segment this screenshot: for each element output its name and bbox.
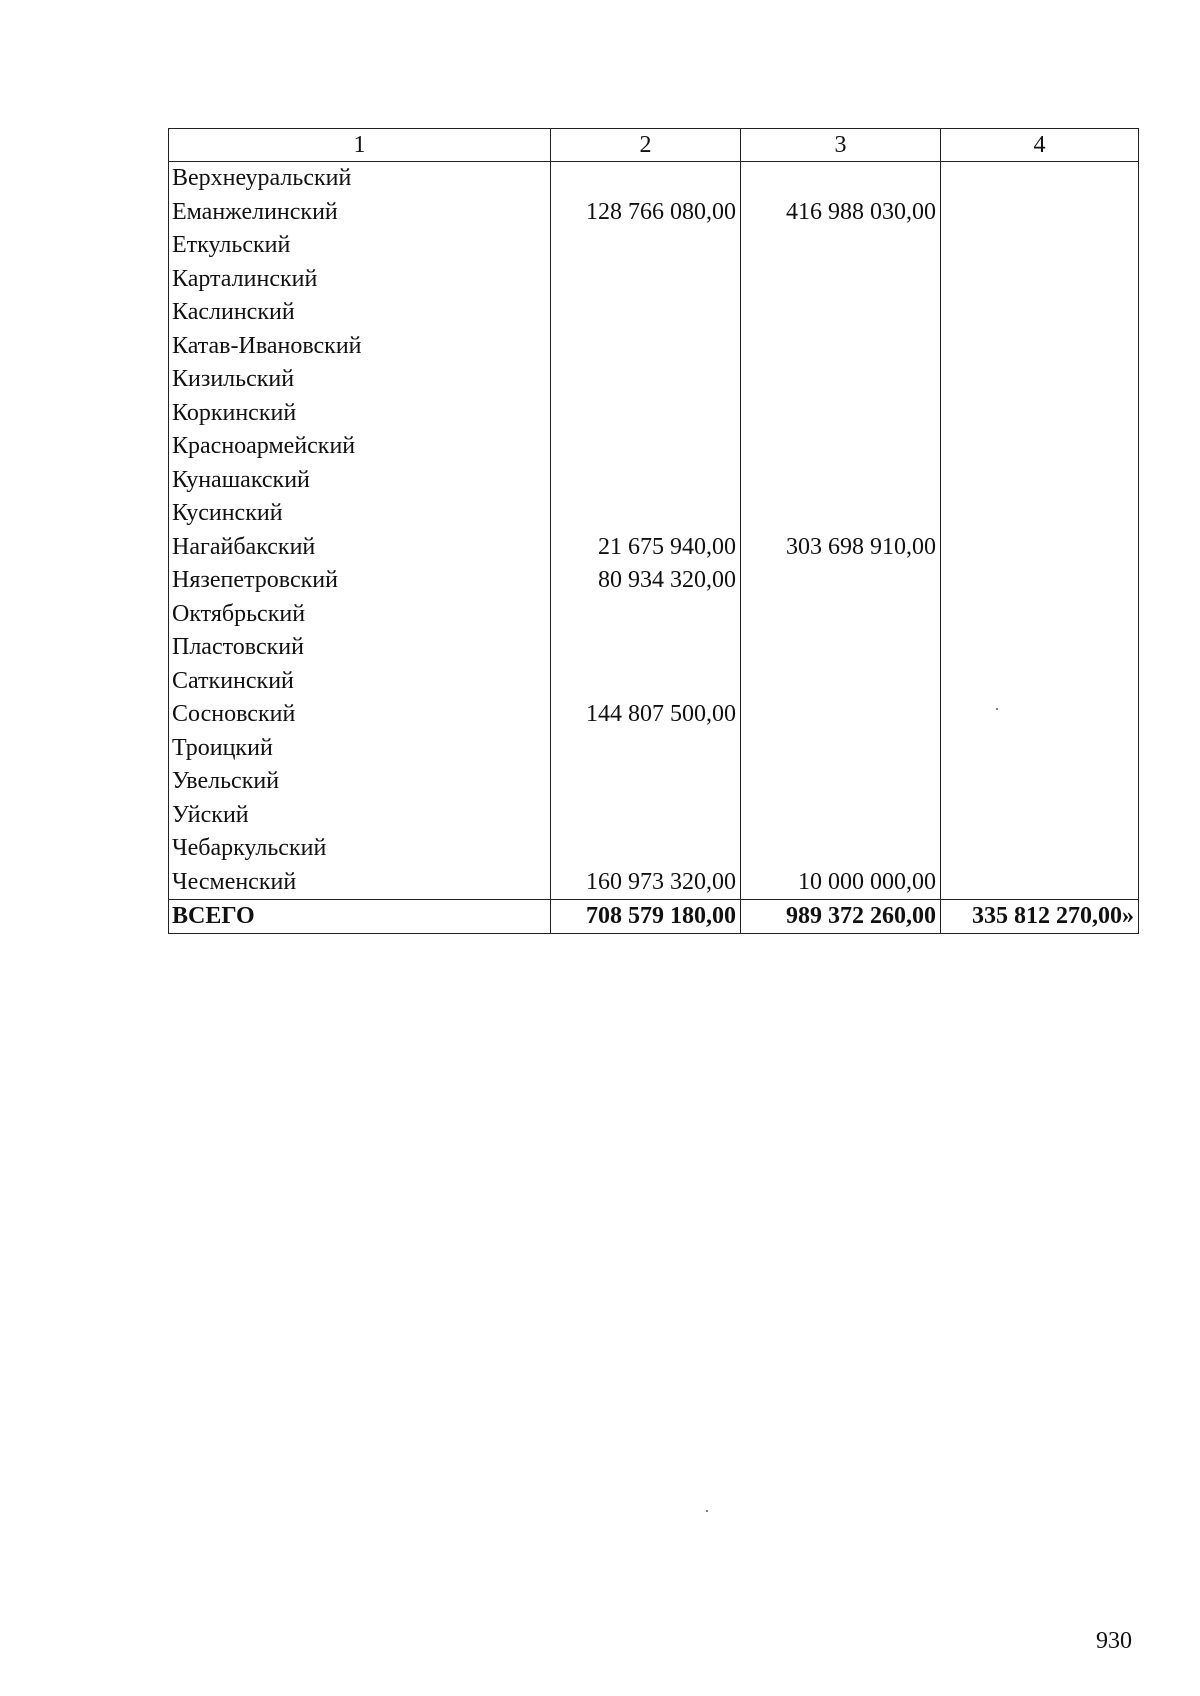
table-row — [169, 263, 1139, 297]
district-name-cell: Троицкий — [169, 732, 551, 766]
district-name-cell: Увельский — [169, 765, 551, 799]
table-row — [169, 196, 1139, 230]
amount-cell-c4 — [941, 464, 1139, 498]
column-number-2: 2 — [551, 129, 741, 162]
table-row — [169, 497, 1139, 531]
amount-cell-c4 — [941, 564, 1139, 598]
amount-cell-c4 — [941, 866, 1139, 900]
amount-cell-c4 — [941, 296, 1139, 330]
table-row — [169, 665, 1139, 699]
amount-cell-c4 — [941, 196, 1139, 230]
amount-cell-c2 — [551, 296, 741, 330]
amount-cell-c4 — [941, 497, 1139, 531]
amount-cell-c3 — [741, 363, 941, 397]
table-row — [169, 832, 1139, 866]
total-amount-c2: 708 579 180,00 — [551, 900, 741, 934]
amount-cell-c4 — [941, 732, 1139, 766]
table-row — [169, 363, 1139, 397]
scan-speck — [996, 708, 998, 710]
amount-cell-c3 — [741, 162, 941, 196]
table-row — [169, 564, 1139, 598]
table-body — [169, 162, 1139, 934]
amount-cell-c3 — [741, 330, 941, 364]
amount-cell-c2 — [551, 464, 741, 498]
table-row — [169, 598, 1139, 632]
total-amount-c3: 989 372 260,00 — [741, 900, 941, 934]
amount-cell-c2 — [551, 631, 741, 665]
amount-cell-c3 — [741, 430, 941, 464]
district-name-cell: Чебаркульский — [169, 832, 551, 866]
table-row — [169, 464, 1139, 498]
amount-cell-c4 — [941, 799, 1139, 833]
amount-cell-c2: 21 675 940,00 — [551, 531, 741, 565]
table-row — [169, 866, 1139, 900]
amount-cell-c4 — [941, 531, 1139, 565]
table-row — [169, 698, 1139, 732]
table-row — [169, 631, 1139, 665]
amount-cell-c4 — [941, 631, 1139, 665]
amount-cell-c3: 416 988 030,00 — [741, 196, 941, 230]
district-name-cell: Коркинский — [169, 397, 551, 431]
amount-cell-c4 — [941, 363, 1139, 397]
amount-cell-c2 — [551, 330, 741, 364]
amount-cell-c2 — [551, 229, 741, 263]
amount-cell-c3 — [741, 564, 941, 598]
table-row — [169, 296, 1139, 330]
amount-cell-c4 — [941, 765, 1139, 799]
district-name-cell: Уйский — [169, 799, 551, 833]
amount-cell-c2 — [551, 497, 741, 531]
column-number-4: 4 — [941, 129, 1139, 162]
amount-cell-c4 — [941, 832, 1139, 866]
amount-cell-c2 — [551, 765, 741, 799]
amount-cell-c2: 144 807 500,00 — [551, 698, 741, 732]
table-row — [169, 430, 1139, 464]
district-name-cell: Пластовский — [169, 631, 551, 665]
total-row — [169, 900, 1139, 934]
amount-cell-c3 — [741, 732, 941, 766]
amount-cell-c2 — [551, 665, 741, 699]
page-number: 930 — [1096, 1628, 1132, 1654]
amount-cell-c3 — [741, 397, 941, 431]
district-name-cell: Кизильский — [169, 363, 551, 397]
table-row — [169, 397, 1139, 431]
amount-cell-c3 — [741, 598, 941, 632]
amount-cell-c2 — [551, 263, 741, 297]
amount-cell-c3 — [741, 631, 941, 665]
table-row — [169, 330, 1139, 364]
amount-cell-c2 — [551, 598, 741, 632]
amount-cell-c4 — [941, 397, 1139, 431]
column-number-row — [169, 129, 1139, 162]
column-number-1: 1 — [169, 129, 551, 162]
total-amount-c4: 335 812 270,00» — [941, 900, 1139, 934]
amount-cell-c3 — [741, 296, 941, 330]
amount-cell-c3 — [741, 464, 941, 498]
amount-cell-c4 — [941, 162, 1139, 196]
amount-cell-c4 — [941, 665, 1139, 699]
district-name-cell: Сосновский — [169, 698, 551, 732]
table-row — [169, 229, 1139, 263]
amount-cell-c2 — [551, 397, 741, 431]
amount-cell-c2 — [551, 832, 741, 866]
table-row — [169, 765, 1139, 799]
amount-cell-c3 — [741, 698, 941, 732]
district-name-cell: Кусинский — [169, 497, 551, 531]
budget-table — [168, 128, 1139, 934]
amount-cell-c4 — [941, 430, 1139, 464]
district-name-cell: Карталинский — [169, 263, 551, 297]
amount-cell-c3: 10 000 000,00 — [741, 866, 941, 900]
amount-cell-c2: 160 973 320,00 — [551, 866, 741, 900]
amount-cell-c2 — [551, 799, 741, 833]
district-name-cell: Еманжелинский — [169, 196, 551, 230]
amount-cell-c3 — [741, 765, 941, 799]
total-label: ВСЕГО — [169, 900, 551, 934]
scan-speck — [706, 1510, 708, 1512]
district-name-cell: Саткинский — [169, 665, 551, 699]
amount-cell-c2: 80 934 320,00 — [551, 564, 741, 598]
amount-cell-c3 — [741, 497, 941, 531]
amount-cell-c4 — [941, 598, 1139, 632]
table-row — [169, 799, 1139, 833]
district-name-cell: Чесменский — [169, 866, 551, 900]
amount-cell-c2: 128 766 080,00 — [551, 196, 741, 230]
amount-cell-c4 — [941, 263, 1139, 297]
amount-cell-c4 — [941, 698, 1139, 732]
table-row — [169, 531, 1139, 565]
amount-cell-c3: 303 698 910,00 — [741, 531, 941, 565]
amount-cell-c4 — [941, 330, 1139, 364]
district-name-cell: Красноармейский — [169, 430, 551, 464]
column-number-3: 3 — [741, 129, 941, 162]
amount-cell-c2 — [551, 162, 741, 196]
table-row — [169, 732, 1139, 766]
district-name-cell: Каслинский — [169, 296, 551, 330]
amount-cell-c2 — [551, 732, 741, 766]
amount-cell-c3 — [741, 665, 941, 699]
district-name-cell: Верхнеуральский — [169, 162, 551, 196]
district-name-cell: Катав-Ивановский — [169, 330, 551, 364]
district-name-cell: Нязепетровский — [169, 564, 551, 598]
amount-cell-c3 — [741, 832, 941, 866]
amount-cell-c3 — [741, 263, 941, 297]
amount-cell-c3 — [741, 229, 941, 263]
district-name-cell: Кунашакский — [169, 464, 551, 498]
amount-cell-c2 — [551, 430, 741, 464]
amount-cell-c4 — [941, 229, 1139, 263]
amount-cell-c2 — [551, 363, 741, 397]
district-name-cell: Нагайбакский — [169, 531, 551, 565]
amount-cell-c3 — [741, 799, 941, 833]
table-row — [169, 162, 1139, 196]
district-name-cell: Еткульский — [169, 229, 551, 263]
district-name-cell: Октябрьский — [169, 598, 551, 632]
